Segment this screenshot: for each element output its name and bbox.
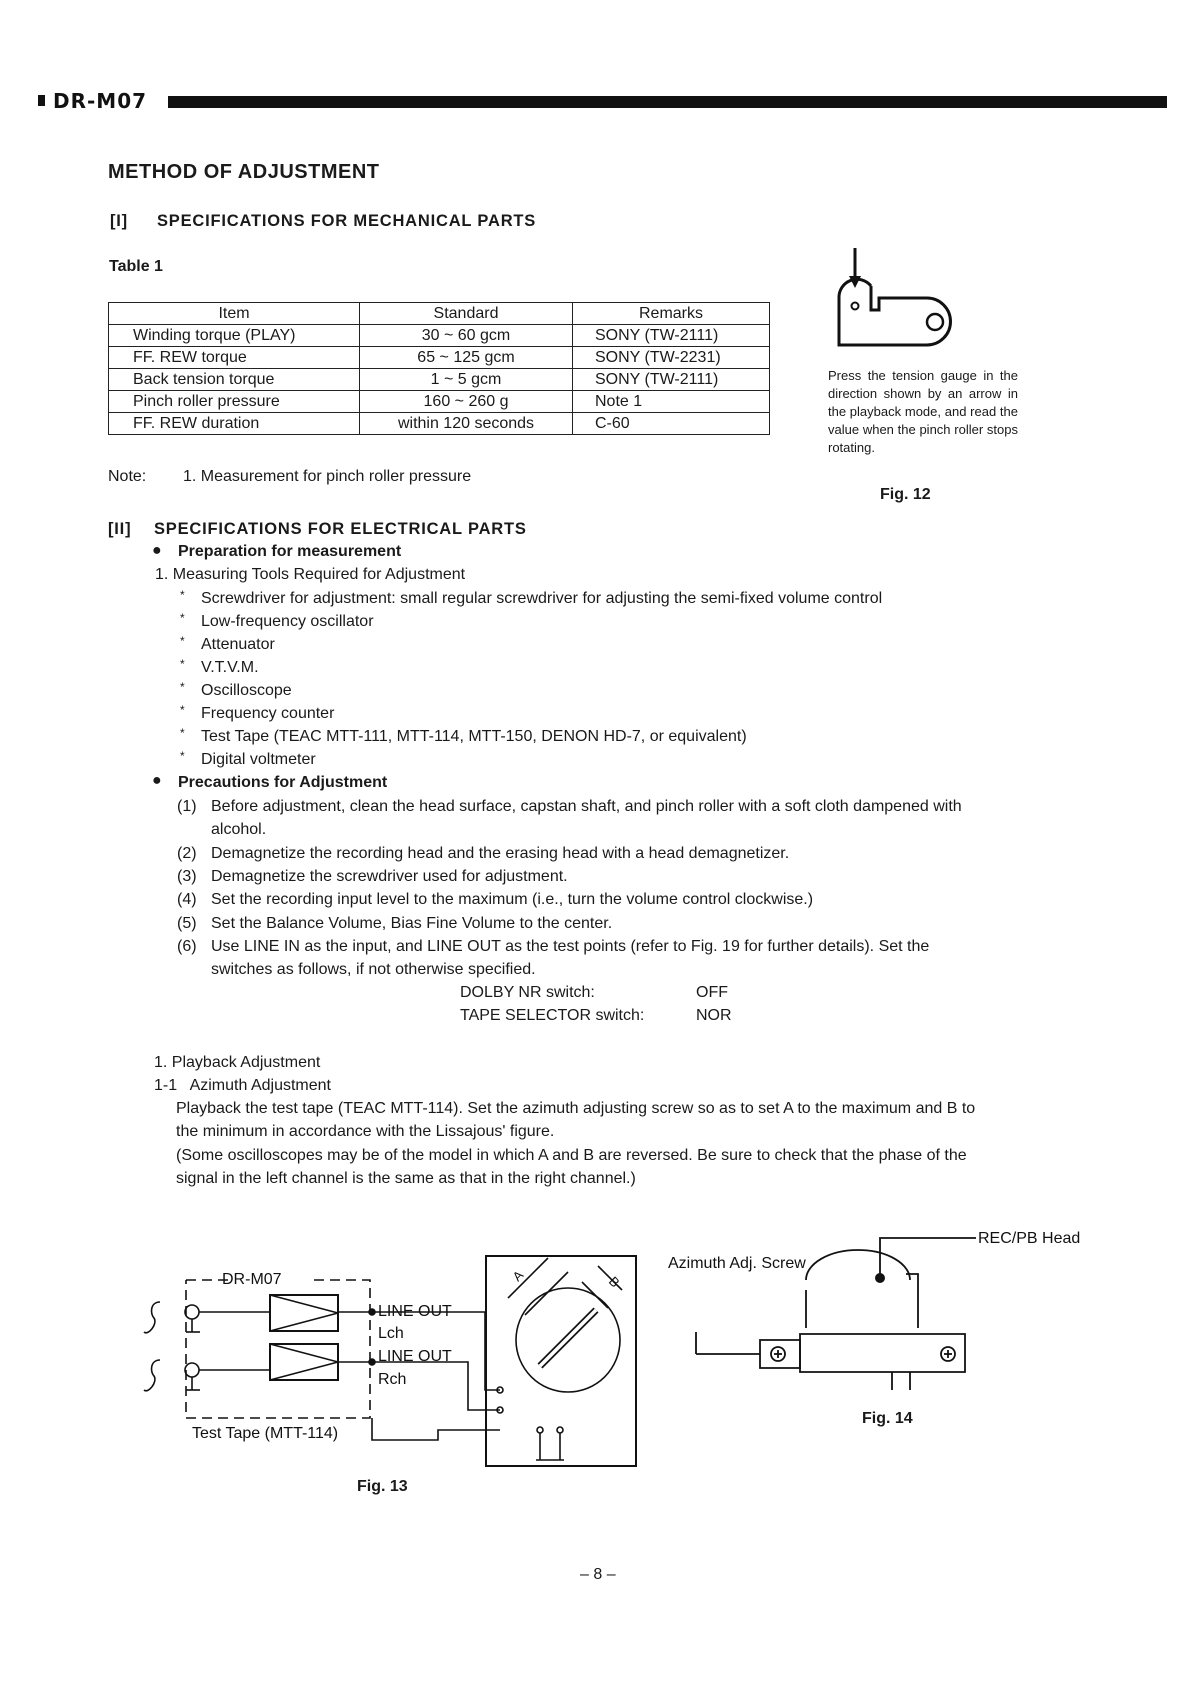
- table-cell: 65 ~ 125 gcm: [360, 347, 573, 369]
- table-cell: FF. REW duration: [109, 413, 360, 435]
- precaution-text: alcohol.: [211, 821, 267, 838]
- playback-paragraph: signal in the left channel is the same as that in the right channel.): [176, 1170, 636, 1187]
- asterisk-icon: *: [180, 680, 185, 694]
- page-title: METHOD OF ADJUSTMENT: [108, 161, 380, 183]
- table-cell: SONY (TW-2231): [573, 347, 770, 369]
- fig12-caption: Press the tension gauge in the direction shown by an arrow in the playback mode, and read the value when the pinch roller stops rotating.: [828, 368, 1018, 455]
- table-header-row: [109, 303, 770, 325]
- page-number: – 8 –: [580, 1566, 616, 1583]
- list-item: Oscilloscope: [201, 682, 292, 699]
- table-cell: FF. REW torque: [109, 347, 360, 369]
- fig14-label: Fig. 14: [862, 1410, 913, 1427]
- playback-paragraph: (Some oscilloscopes may be of the model in which A and B are reversed. Be sure to check that the phase of the: [176, 1147, 967, 1164]
- precaution-text: Demagnetize the recording head and the erasing head with a head demagnetizer.: [211, 845, 790, 862]
- header-model: DR-M07: [53, 89, 148, 113]
- precaution-number: (3): [177, 868, 197, 885]
- table-cell: SONY (TW-2111): [573, 325, 770, 347]
- precaution-text: Set the recording input level to the maximum (i.e., turn the volume control clockwise.): [211, 891, 814, 908]
- precaution-number: (4): [177, 891, 197, 908]
- asterisk-icon: *: [180, 703, 185, 717]
- switch-name: TAPE SELECTOR switch:: [460, 1007, 645, 1024]
- table-cell: 30 ~ 60 gcm: [360, 325, 573, 347]
- table-header-cell: Standard: [360, 303, 573, 325]
- playback-paragraph: the minimum in accordance with the Lissajous' figure.: [176, 1123, 555, 1140]
- playback-heading: 1. Playback Adjustment: [154, 1054, 321, 1071]
- tools-heading: 1. Measuring Tools Required for Adjustment: [155, 566, 466, 583]
- asterisk-icon: *: [180, 611, 185, 625]
- table-header-cell: Remarks: [573, 303, 770, 325]
- fig13-rch: Rch: [378, 1371, 407, 1388]
- fig13-unit-label: DR-M07: [222, 1271, 282, 1288]
- table-row: [109, 369, 770, 391]
- spec-table: [108, 302, 770, 435]
- list-item: Digital voltmeter: [201, 751, 316, 768]
- precaution-number: (6): [177, 938, 197, 955]
- header-bar: [168, 96, 1167, 108]
- list-item: Screwdriver for adjustment: small regular screwdriver for adjusting the semi-fixed volume control: [201, 590, 883, 607]
- list-item: Frequency counter: [201, 705, 335, 722]
- table-cell: 160 ~ 260 g: [360, 391, 573, 413]
- section1-heading: SPECIFICATIONS FOR MECHANICAL PARTS: [157, 212, 537, 230]
- table-cell: SONY (TW-2111): [573, 369, 770, 391]
- precaution-text: switches as follows, if not otherwise specified.: [211, 961, 536, 978]
- playback-paragraph: Playback the test tape (TEAC MTT-114). Set the azimuth adjusting screw so as to set A to the maximum and B to: [176, 1100, 976, 1117]
- table-cell: Pinch roller pressure: [109, 391, 360, 413]
- azimuth-heading: 1-1 Azimuth Adjustment: [154, 1077, 331, 1094]
- table-label: Table 1: [109, 258, 163, 275]
- fig12-tension-gauge-diagram: [825, 246, 965, 350]
- header-mark: [38, 95, 45, 106]
- note-text: 1. Measurement for pinch roller pressure: [183, 468, 472, 485]
- precaution-text: Before adjustment, clean the head surface, capstan shaft, and pinch roller with a soft cloth dampened with: [211, 798, 962, 815]
- table-row: [109, 347, 770, 369]
- precaution-number: (1): [177, 798, 197, 815]
- list-item: V.T.V.M.: [201, 659, 259, 676]
- section2-heading: SPECIFICATIONS FOR ELECTRICAL PARTS: [154, 520, 527, 538]
- list-item: Test Tape (TEAC MTT-111, MTT-114, MTT-150, DENON HD-7, or equivalent): [201, 728, 747, 745]
- asterisk-icon: *: [180, 634, 185, 648]
- table-cell: C-60: [573, 413, 770, 435]
- asterisk-icon: *: [180, 726, 185, 740]
- table-row: [109, 325, 770, 347]
- fig13-mark-b: B: [605, 1273, 623, 1291]
- fig14-head-diagram: [660, 1220, 1100, 1400]
- fig13-line-out-r: LINE OUT: [378, 1348, 452, 1365]
- section2-number: [II]: [108, 520, 132, 538]
- table-cell: Note 1: [573, 391, 770, 413]
- list-item: Low-frequency oscillator: [201, 613, 374, 630]
- precaution-number: (5): [177, 915, 197, 932]
- fig14-screw-label: Azimuth Adj. Screw: [668, 1255, 806, 1272]
- fig13-tape-label: Test Tape (MTT-114): [192, 1425, 339, 1442]
- fig14-head-label: REC/PB Head: [978, 1230, 1081, 1247]
- precaution-text: Demagnetize the screwdriver used for adjustment.: [211, 868, 568, 885]
- asterisk-icon: *: [180, 588, 185, 602]
- bullet-icon: ●: [152, 542, 162, 559]
- asterisk-icon: *: [180, 657, 185, 671]
- fig12-label: Fig. 12: [880, 486, 931, 503]
- table-cell: 1 ~ 5 gcm: [360, 369, 573, 391]
- table-cell: within 120 seconds: [360, 413, 573, 435]
- table-cell: Back tension torque: [109, 369, 360, 391]
- prep-heading: Preparation for measurement: [178, 543, 402, 560]
- list-item: Attenuator: [201, 636, 275, 653]
- fig13-mark-a: A: [509, 1267, 527, 1285]
- table-header-cell: Item: [109, 303, 360, 325]
- fig13-wiring-diagram: [140, 1240, 640, 1470]
- asterisk-icon: *: [180, 749, 185, 763]
- table-row: [109, 391, 770, 413]
- precautions-heading: Precautions for Adjustment: [178, 774, 388, 791]
- precaution-number: (2): [177, 845, 197, 862]
- section1-number: [I]: [110, 212, 128, 230]
- note-label: Note:: [108, 468, 147, 485]
- fig13-lch: Lch: [378, 1325, 404, 1342]
- fig13-label: Fig. 13: [357, 1478, 408, 1495]
- precaution-text: Set the Balance Volume, Bias Fine Volume to the center.: [211, 915, 613, 932]
- precaution-text: Use LINE IN as the input, and LINE OUT as the test points (refer to Fig. 19 for further details). Set the: [211, 938, 930, 955]
- bullet-icon: ●: [152, 772, 162, 789]
- table-cell: Winding torque (PLAY): [109, 325, 360, 347]
- fig13-line-out-l: LINE OUT: [378, 1303, 452, 1320]
- switch-value: OFF: [696, 984, 728, 1001]
- table-row: [109, 413, 770, 435]
- switch-value: NOR: [696, 1007, 732, 1024]
- switch-name: DOLBY NR switch:: [460, 984, 595, 1001]
